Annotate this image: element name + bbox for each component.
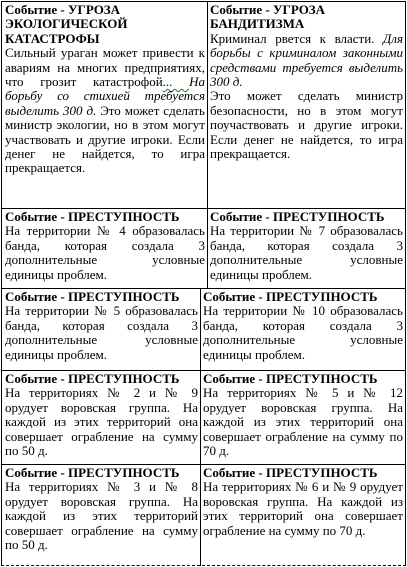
grid-line-row-3: [1, 370, 406, 371]
grid-line-top: [1, 1, 406, 2]
card-title: Событие - ПРЕСТУПНОСТЬ: [210, 209, 385, 224]
card-text: На территории № 7 образовалась банда, которая создала 3 дополнительные условные единицы проблем.: [210, 223, 403, 282]
card-title: Событие - ПРЕСТУПНОСТЬ: [5, 209, 180, 224]
card-text: На территории № 5 образовалась банда, которая создала 3 дополнительные условные единицы проблем.: [5, 303, 198, 362]
grid-line-middle-lower: [200, 288, 201, 566]
card-title: Событие - ПРЕСТУПНОСТЬ: [203, 289, 378, 304]
grid-line-left: [1, 1, 2, 566]
grid-line-row-2: [1, 288, 406, 289]
card-theft-territories-2-9: [2, 371, 200, 465]
card-crime-territory-4: [2, 209, 207, 289]
card-crime-territory-7: [207, 209, 405, 289]
card-theft-territories-6-9: [200, 465, 405, 564]
card-text-continued: Это может сделать министр безопасности, но в этом могут поучаствовать и другие игроки. Если денег не найдется, то игра прекращается.: [210, 88, 403, 162]
card-title: Событие - ПРЕСТУПНОСТЬ: [203, 371, 378, 386]
card-text: [210, 32, 403, 90]
card-text-part: Сильный ураган может привести к авариям на многих предприятиях, что грозит катастрофой: [5, 45, 205, 90]
card-text: [5, 46, 205, 176]
card-text: На территории № 10 образовалась банда, которая создала 3 дополнительные условные единицы проблем.: [203, 303, 403, 362]
grid-line-row-1: [1, 208, 406, 209]
card-text: На территориях № 3 и № 8 орудует воровская группа. На каждой из этих территорий совершает ограбление на сумму по 50 д.: [5, 479, 198, 553]
card-crime-territory-5: [2, 289, 200, 371]
card-text: На территориях № 2 и № 9 орудует воровская группа. На каждой из этих территорий она совершает ограбление на сумму по 50 д.: [5, 385, 198, 459]
card-banditry-threat: [207, 2, 405, 209]
grid-line-row-4: [1, 464, 406, 465]
grid-line-middle-upper: [207, 1, 208, 289]
card-ecology-threat: [2, 2, 207, 209]
card-title: Событие - УГРОЗА ЭКОЛОГИЧЕСКОЙ КАТАСТРОФЫ: [5, 2, 128, 46]
card-title: Событие - ПРЕСТУПНОСТЬ: [5, 371, 180, 386]
card-text-italic: Для борьбы с криминалом законными средствами требуется выделить 300 д.: [210, 30, 403, 90]
grid-line-right: [405, 1, 406, 566]
card-text: На территориях № 6 и № 9 орудует воровская группа. На каждой из этих территорий она совершает ограбление на сумму по 70 д.: [203, 479, 403, 538]
card-crime-territory-10: [200, 289, 405, 371]
card-title: Событие - УГРОЗА БАНДИТИЗМА: [210, 2, 326, 32]
card-title: Событие - ПРЕСТУПНОСТЬ: [5, 289, 180, 304]
card-theft-territories-3-8: [2, 465, 200, 564]
card-text: На территориях № 5 и № 12 орудует воровская группа. На каждой из этих территорий она совершает ограбление на сумму по 70 д.: [203, 385, 403, 459]
card-text-part: Криминал рвется к власти.: [210, 30, 384, 46]
card-title: Событие - ПРЕСТУПНОСТЬ: [5, 465, 180, 480]
card-title: Событие - ПРЕСТУПНОСТЬ: [203, 465, 378, 480]
card-text-italic: На борьбу со стихией требуется выделить 300 д.: [5, 74, 205, 118]
card-text-part: Это может сделать министр экологии, но в этом могут участвовать и другие игроки. Если денег не найдется, то игра прекращается.: [5, 102, 205, 176]
grid-line-bottom: [1, 565, 406, 566]
card-text-ellipsis: ...: [162, 74, 190, 90]
card-theft-territories-5-12: [200, 371, 405, 465]
card-text: На территории № 4 образовалась банда, которая создала 3 дополнительные условные единицы проблем.: [5, 223, 205, 282]
